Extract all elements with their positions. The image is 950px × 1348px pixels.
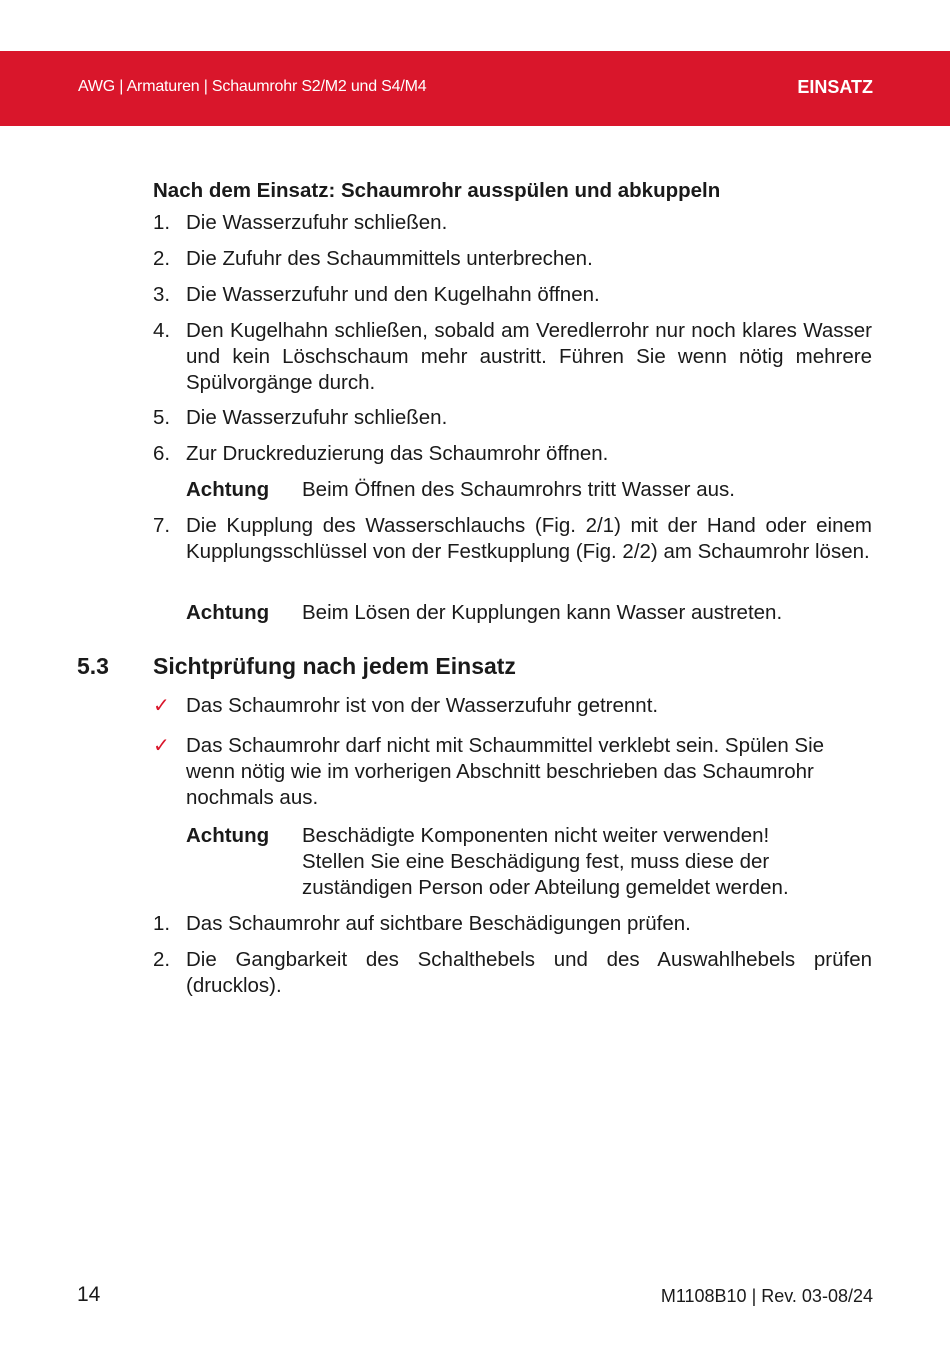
precondition-text: Das Schaumrohr darf nicht mit Schaummittel verklebt sein. Spülen Sie wenn nötig wie im vorherigen Abschnitt beschrieben das Schaumrohr nochmals aus. [186, 734, 825, 809]
step-number: 1. [153, 211, 171, 234]
step-text: Die Wasserzufuhr und den Kugelhahn öffnen. [186, 283, 600, 306]
step-text: Den Kugelhahn schließen, sobald am Veredlerrohr nur noch klares Wasser und kein Löschschaum mehr austritt. Führen Sie wenn nötig mehrere Spülvorgänge durch. [186, 319, 872, 394]
step-number: 4. [153, 319, 171, 342]
step-text: Die Zufuhr des Schaummittels unterbrechen. [186, 247, 593, 270]
step-number: 1. [153, 912, 171, 935]
page-number: 14 [77, 1283, 101, 1306]
caution-label: Achtung [186, 478, 270, 501]
caution-label: Achtung [186, 601, 270, 624]
step-text: Die Gangbarkeit des Schalthebels und des Auswahlhebels prüfen (drucklos). [186, 948, 872, 997]
caution-text: Beim Öffnen des Schaumrohrs tritt Wasser aus. [302, 478, 735, 501]
step-text: Die Kupplung des Wasserschlauchs (Fig. 2/1) mit der Hand oder einem Kupplungsschlüssel von der Festkupplung (Fig. 2/2) am Schaumrohr lösen. [186, 514, 872, 563]
after-use-heading: Nach dem Einsatz: Schaumrohr ausspülen und abkuppeln [153, 179, 721, 202]
step-text: Die Wasserzufuhr schließen. [186, 211, 448, 234]
checkmark-icon: ✓ [153, 695, 170, 717]
step-text: Zur Druckreduzierung das Schaumrohr öffnen. [186, 442, 609, 465]
section-label: EINSATZ [797, 77, 873, 97]
step-text: Das Schaumrohr auf sichtbare Beschädigungen prüfen. [186, 912, 691, 935]
step-number: 2. [153, 948, 171, 971]
section-number: 5.3 [77, 653, 109, 679]
document-reference: M1108B10 | Rev. 03-08/24 [660, 1286, 873, 1306]
header-band [0, 51, 950, 126]
step-number: 7. [153, 514, 171, 537]
step-text: Die Wasserzufuhr schließen. [186, 406, 448, 429]
section-title: Sichtprüfung nach jedem Einsatz [153, 653, 516, 679]
caution-text: Beim Lösen der Kupplungen kann Wasser austreten. [302, 601, 783, 624]
breadcrumb: AWG | Armaturen | Schaumrohr S2/M2 und S4/M4 [78, 78, 427, 95]
step-number: 3. [153, 283, 171, 306]
caution-label: Achtung [186, 824, 270, 847]
checkmark-icon: ✓ [153, 735, 170, 757]
precondition-text: Das Schaumrohr ist von der Wasserzufuhr getrennt. [186, 694, 659, 717]
step-number: 2. [153, 247, 171, 270]
caution-text: Beschädigte Komponenten nicht weiter verwenden! Stellen Sie eine Beschädigung fest, muss diese der zuständigen Person oder Abteilung gemeldet werden. [302, 824, 789, 899]
step-number: 6. [153, 442, 171, 465]
step-number: 5. [153, 406, 171, 429]
